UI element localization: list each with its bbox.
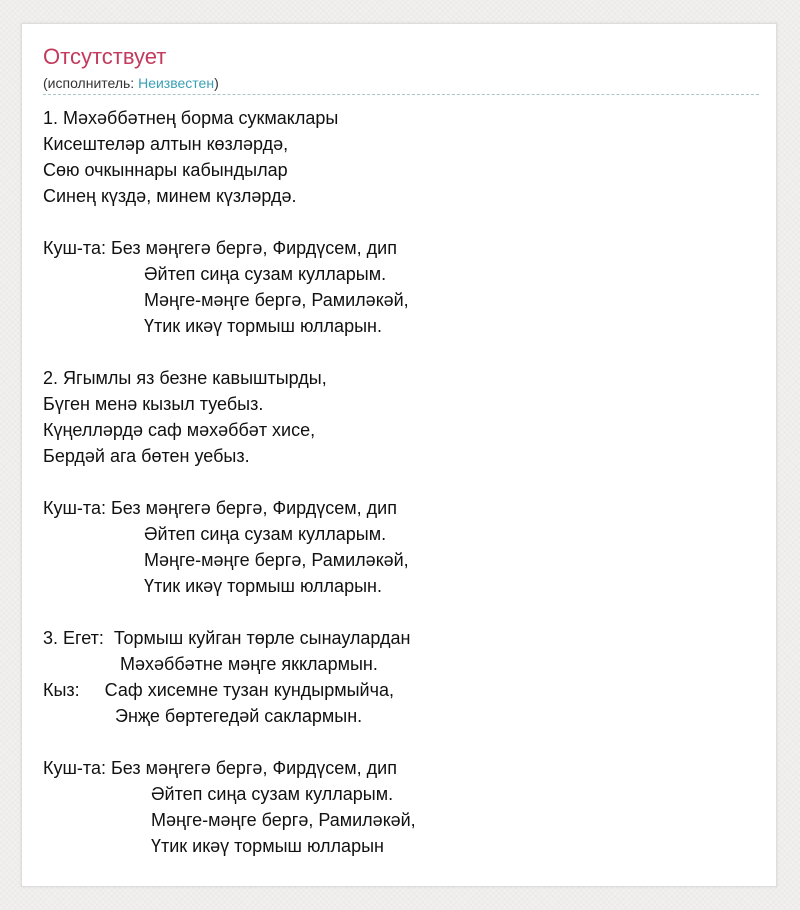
lyric-line: Сөю очкыннары кабындылар [43,160,288,180]
lyric-line: 2. Ягымлы яз безне кавыштырды, [43,368,327,388]
stanza-gap [43,729,759,755]
performer-line [43,74,219,92]
stanza-gap [43,209,759,235]
stanza-gap [43,469,759,495]
lyric-line: Бүген менә кызыл туебыз. [43,394,264,414]
performer-prefix: (исполнитель: [43,75,139,91]
song-title: Отсутствует [43,44,167,69]
title-divider [43,94,759,95]
lyric-line: Синең күздә, минем күзләрдә. [43,186,297,206]
lyric-line: 1. Мәхәббәтнең борма сукмаклары [43,108,339,128]
lyrics-card [21,23,777,887]
chorus-line: Әйтеп сиңа сузам кулларым. [144,264,387,284]
chorus-line: Үтик икәү тормыш юлларын. [144,316,382,336]
chorus-line: Мәңге-мәңге бергә, Рамиләкәй, [151,810,416,830]
chorus-lead-line: Куш-та: Без мәңгегә бергә, Фирдүсем, дип [43,498,397,518]
chorus-line: Үтик икәү тормыш юлларын. [144,576,382,596]
lyric-line: 3. Егет: Тормыш куйган төрле сынаулардан [43,628,411,648]
chorus-lead-line: Куш-та: Без мәңгегә бергә, Фирдүсем, дип [43,238,397,258]
lyric-line: Энҗе бөртегедәй саклармын. [115,706,363,726]
chorus-line: Әйтеп сиңа сузам кулларым. [151,784,394,804]
chorus-line: Мәңге-мәңге бергә, Рамиләкәй, [144,290,409,310]
lyrics-text [43,105,759,859]
chorus-line: Әйтеп сиңа сузам кулларым. [144,524,387,544]
lyric-line: Бердәй ага бөтен уебыз. [43,446,250,466]
performer-link[interactable]: Неизвестен [138,75,215,91]
lyric-line: Кисештеләр алтын көзләрдә, [43,134,289,154]
lyric-line: Күңелләрдә саф мәхәббәт хисе, [43,420,316,440]
chorus-line: Үтик икәү тормыш юлларын [151,836,384,856]
performer-suffix: ) [214,75,219,91]
lyric-line: Кыз: Саф хисемне тузан кундырмыйча, [43,680,394,700]
stanza-gap [43,599,759,625]
lyric-line: Мәхәббәтне мәңге якклармын. [120,654,378,674]
chorus-lead-line: Куш-та: Без мәңгегә бергә, Фирдүсем, дип [43,758,397,778]
stanza-gap [43,339,759,365]
chorus-line: Мәңге-мәңге бергә, Рамиләкәй, [144,550,409,570]
